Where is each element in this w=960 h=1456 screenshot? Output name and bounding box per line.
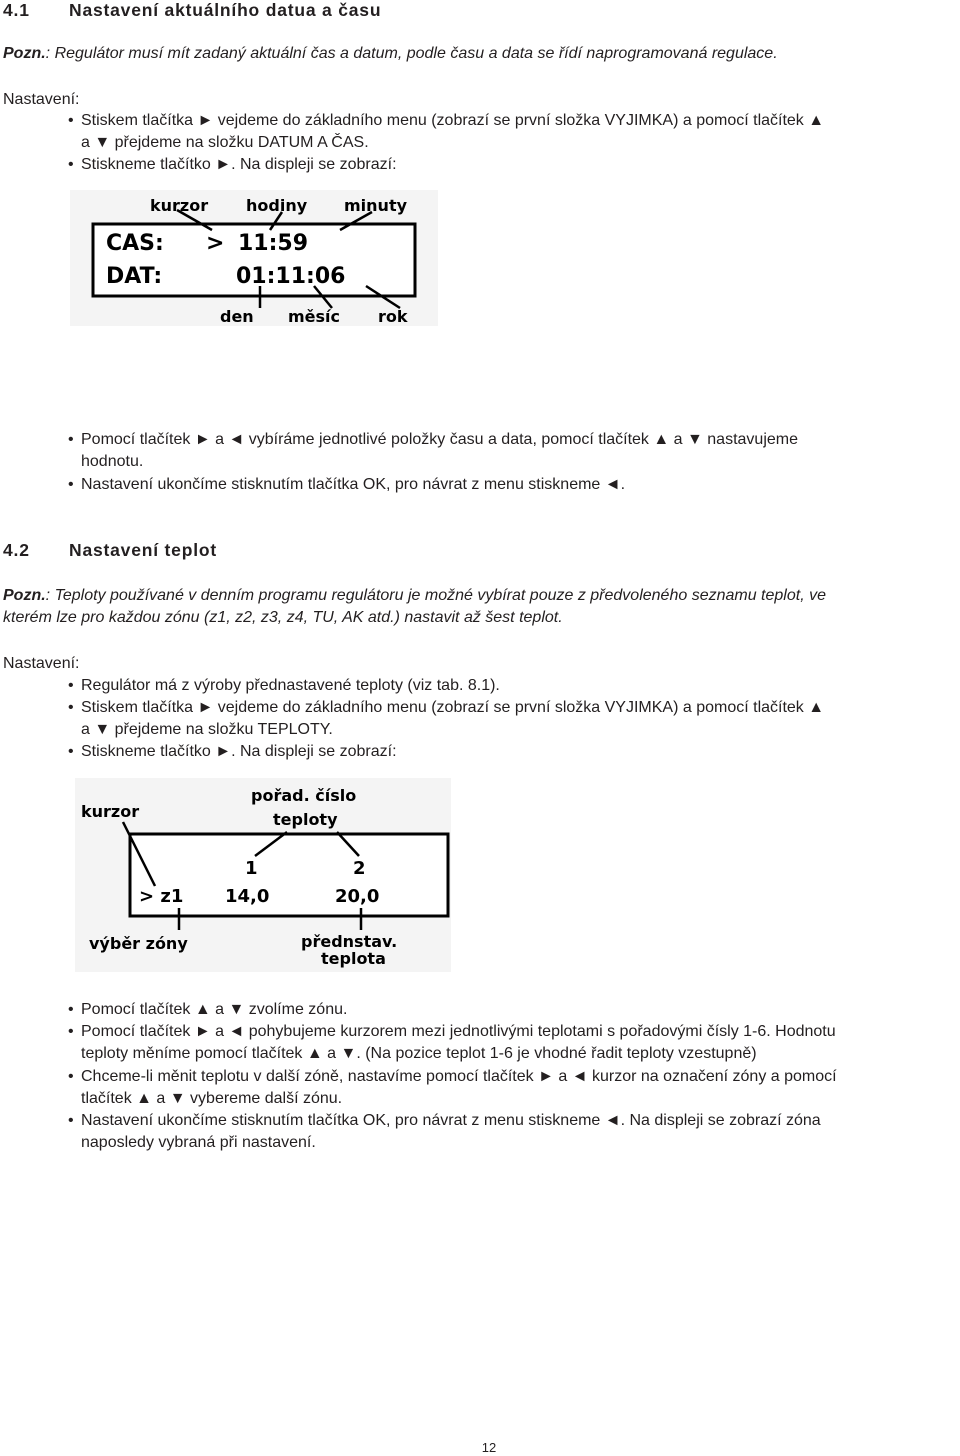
label-teploty: teploty <box>273 810 338 829</box>
label-mesic: měsíc <box>288 307 341 326</box>
label-kurzor: kurzor <box>81 802 140 821</box>
list-item-text: Stiskneme tlačítko ►. Na displeji se zobrazí: <box>81 743 397 760</box>
value-1: 14,0 <box>225 886 270 907</box>
bullet-dot: • <box>68 156 74 173</box>
bullet-dot: • <box>68 431 74 448</box>
bullet-dot: • <box>68 476 74 493</box>
column-1: 1 <box>245 858 258 879</box>
row2-value: 01:11:06 <box>236 264 346 289</box>
column-2: 2 <box>353 858 366 879</box>
label-vyber-zony: výběr zóny <box>89 934 188 953</box>
settings-label: Nastavení: <box>3 655 80 672</box>
label-kurzor: kurzor <box>150 196 209 215</box>
display-diagram <box>75 778 451 972</box>
bullet-dot: • <box>68 1068 74 1085</box>
bullet-dot: • <box>68 1001 74 1018</box>
note-paragraph <box>3 43 778 65</box>
list-item-text: Regulátor má z výroby přednastavené teploty (viz tab. 8.1). <box>81 677 500 694</box>
list-item-text: hodnotu. <box>81 453 144 470</box>
display-figure-temperatures <box>75 778 451 972</box>
page-number: 12 <box>481 1440 497 1455</box>
list-item-text: Nastavení ukončíme stisknutím tlačítka OK, pro návrat z menu stiskneme ◄. Na displeji se zobrazí zóna <box>81 1112 821 1129</box>
note-label: Pozn. <box>3 587 46 604</box>
note-paragraph-line2: kterém lze pro každou zónu (z1, z2, z3, z4, TU, AK atd.) nastavit až šest teplot. <box>3 609 563 626</box>
list-item-text: Pomocí tlačítek ► a ◄ vybíráme jednotlivé položky času a data, pomocí tlačítek ▲ a ▼ nastavujeme <box>81 431 798 448</box>
list-item-text: Stiskem tlačítka ► vejdeme do základního menu (zobrazí se první složka VYJIMKA) a pomocí tlačítek ▲ <box>81 699 825 716</box>
label-den: den <box>220 307 254 326</box>
zone-cursor: > z1 <box>139 886 184 907</box>
label-teplota: teplota <box>321 949 386 968</box>
bullet-dot: • <box>68 699 74 716</box>
list-item-text: a ▼ přejdeme na složku TEPLOTY. <box>81 721 333 738</box>
bullet-dot: • <box>68 112 74 129</box>
section-heading-4-2 <box>3 540 217 561</box>
section-title: Nastavení teplot <box>69 540 217 560</box>
bullet-dot: • <box>68 677 74 694</box>
row1-cursor: > <box>206 231 225 256</box>
section-number: 4.2 <box>3 540 30 560</box>
row1-value: 11:59 <box>238 231 309 256</box>
list-item-text: tlačítek ▲ a ▼ vybereme další zónu. <box>81 1090 343 1107</box>
label-hodiny: hodiny <box>246 196 308 215</box>
note-label: Pozn. <box>3 45 46 62</box>
note-text: : Teploty používané v denním programu regulátoru je možné vybírat pouze z předvoleného seznamu teplot, ve <box>45 587 826 604</box>
note-paragraph <box>3 585 826 607</box>
value-2: 20,0 <box>335 886 380 907</box>
section-title: Nastavení aktuálního datua a času <box>69 0 382 20</box>
list-item-text: Pomocí tlačítek ► a ◄ pohybujeme kurzorem mezi jednotlivými teplotami s pořadovými čísly 1-6. Hodnotu <box>81 1023 836 1040</box>
row1-label: CAS: <box>106 231 164 256</box>
display-diagram <box>70 190 438 326</box>
section-heading-4-1 <box>3 0 381 21</box>
label-rok: rok <box>378 307 408 326</box>
list-item-text: Stiskem tlačítka ► vejdeme do základního menu (zobrazí se první složka VYJIMKA) a pomocí tlačítek ▲ <box>81 112 825 129</box>
label-minuty: minuty <box>344 196 408 215</box>
bullet-dot: • <box>68 1112 74 1129</box>
list-item-text: a ▼ přejdeme na složku DATUM A ČAS. <box>81 134 369 151</box>
list-item-text: Pomocí tlačítek ▲ a ▼ zvolíme zónu. <box>81 1001 348 1018</box>
list-item-text: Stiskneme tlačítko ►. Na displeji se zobrazí: <box>81 156 397 173</box>
note-text: : Regulátor musí mít zadaný aktuální čas a datum, podle času a data se řídí naprogramovaná regulace. <box>45 45 778 62</box>
list-item-text: Nastavení ukončíme stisknutím tlačítka OK, pro návrat z menu stiskneme ◄. <box>81 476 626 493</box>
bullet-dot: • <box>68 1023 74 1040</box>
display-figure-time-date <box>70 190 438 326</box>
settings-label: Nastavení: <box>3 91 80 108</box>
section-number: 4.1 <box>3 0 30 20</box>
label-porad-cislo: pořad. číslo <box>251 786 357 805</box>
row2-label: DAT: <box>106 264 163 289</box>
label-prednastav: přednstav. <box>301 932 398 951</box>
list-item-text: teploty měníme pomocí tlačítek ▲ a ▼. (Na pozice teplot 1-6 je vhodné řadit teploty vzestupně) <box>81 1045 757 1062</box>
bullet-dot: • <box>68 743 74 760</box>
list-item-text: naposledy vybraná při nastavení. <box>81 1134 316 1151</box>
list-item-text: Chceme-li měnit teplotu v další zóně, nastavíme pomocí tlačítek ► a ◄ kurzor na označení zóny a pomocí <box>81 1068 837 1085</box>
